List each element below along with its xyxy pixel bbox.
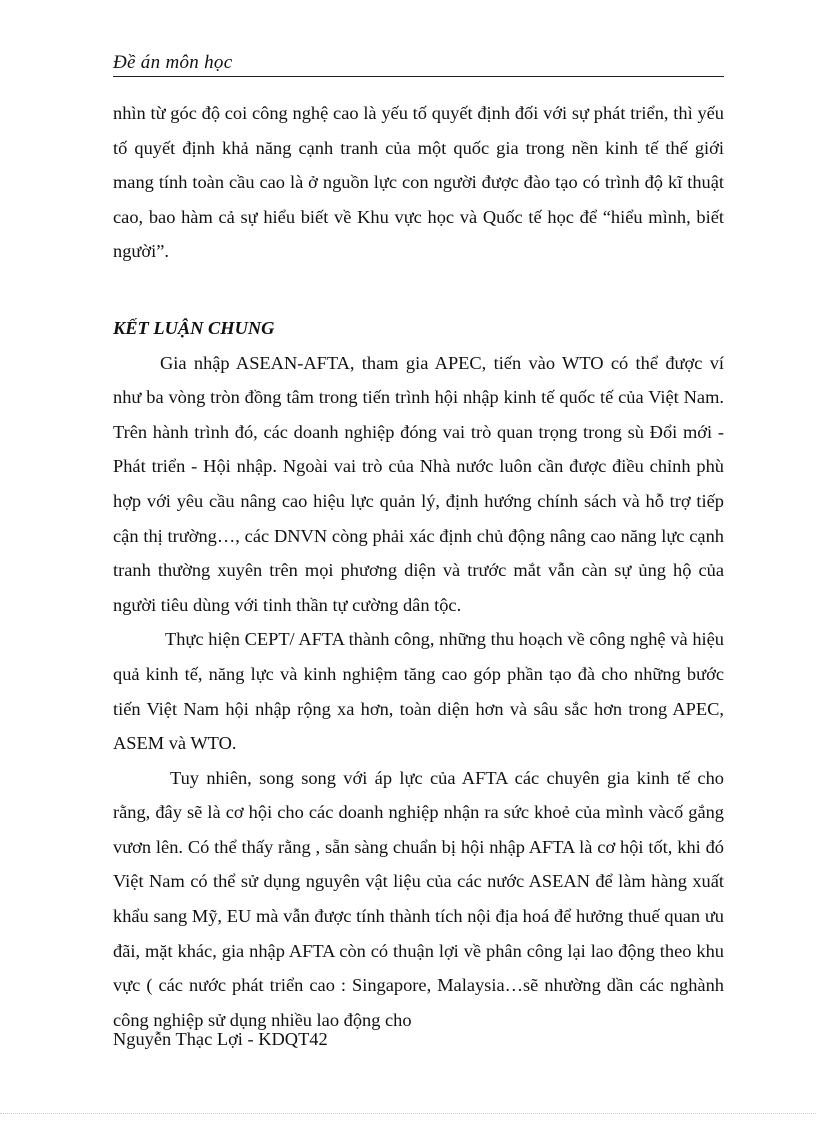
body-paragraph: Tuy nhiên, song song với áp lực của AFTA các chuyên gia kinh tế cho rằng, đây sẽ là cơ hội cho các doanh nghiệp nhận ra sức khoẻ của mình vàcố gắng vươn lên. Có thể thấy rằng , sẵn sàng chuẩn bị hội nhập AFTA là cơ hội tốt, khi đó Việt Nam có thể sử dụng nguyên vật liệu của các nước ASEAN để làm hàng xuất khẩu sang Mỹ, EU mà vẫn được tính thành tích nội địa hoá để hưởng thuế quan ưu đãi, mặt khác, gia nhập AFTA còn có thuận lợi về phân công lại lao động theo khu vực ( các nước phát triển cao : Singapore, Malaysia…sẽ nhường dần các nghành công nghiệp sử dụng nhiều lao động cho xyxy=(113,767,724,1030)
page-bottom-divider xyxy=(0,1113,816,1114)
body-paragraph: Thực hiện CEPT/ AFTA thành công, những thu hoạch về công nghệ và hiệu quả kinh tế, năng lực và kinh nghiệm tăng cao góp phần tạo đà cho những bước tiến Việt Nam hội nhập rộng xa hơn, toàn diện hơn và sâu sắc hơn trong APEC, ASEM và WTO. xyxy=(113,629,724,754)
page-footer: Nguyễn Thạc Lợi - KDQT42 xyxy=(113,1029,328,1049)
page-header xyxy=(113,50,724,77)
section-heading: KẾT LUẬN CHUNG xyxy=(113,317,275,338)
intro-paragraph: nhìn từ góc độ coi công nghệ cao là yếu tố quyết định đối với sự phát triển, thì yếu tố quyết định khả năng cạnh tranh của một quốc gia trong nền kinh tế thế giới mang tính toàn cầu cao là ở nguồn lực con người được đào tạo có trình độ kĩ thuật cao, bao hàm cả sự hiểu biết về Khu vực học và Quốc tế học để “hiểu mình, biết người”. xyxy=(113,103,724,262)
body-paragraph: Gia nhập ASEAN-AFTA, tham gia APEC, tiến vào WTO có thể được ví như ba vòng tròn đồng tâm trong tiến trình hội nhập kinh tế quốc tế của Việt Nam. Trên hành trình đó, các doanh nghiệp đóng vai trò quan trọng trong sù Đổi mới - Phát triển - Hội nhập. Ngoài vai trò của Nhà nước luôn cần được điều chỉnh phù hợp với yêu cầu nâng cao hiệu lực quản lý, định hướng chính sách và hỗ trợ tiếp cận thị trường…, các DNVN còng phải xác định chủ động nâng cao năng lực cạnh tranh thường xuyên trên mọi phương diện và trước mắt vẫn càn sự ủng hộ của người tiêu dùng với tinh thần tự cường dân tộc. xyxy=(113,352,724,615)
header-title: Đề án môn học xyxy=(113,52,233,73)
document-body xyxy=(113,96,724,1037)
